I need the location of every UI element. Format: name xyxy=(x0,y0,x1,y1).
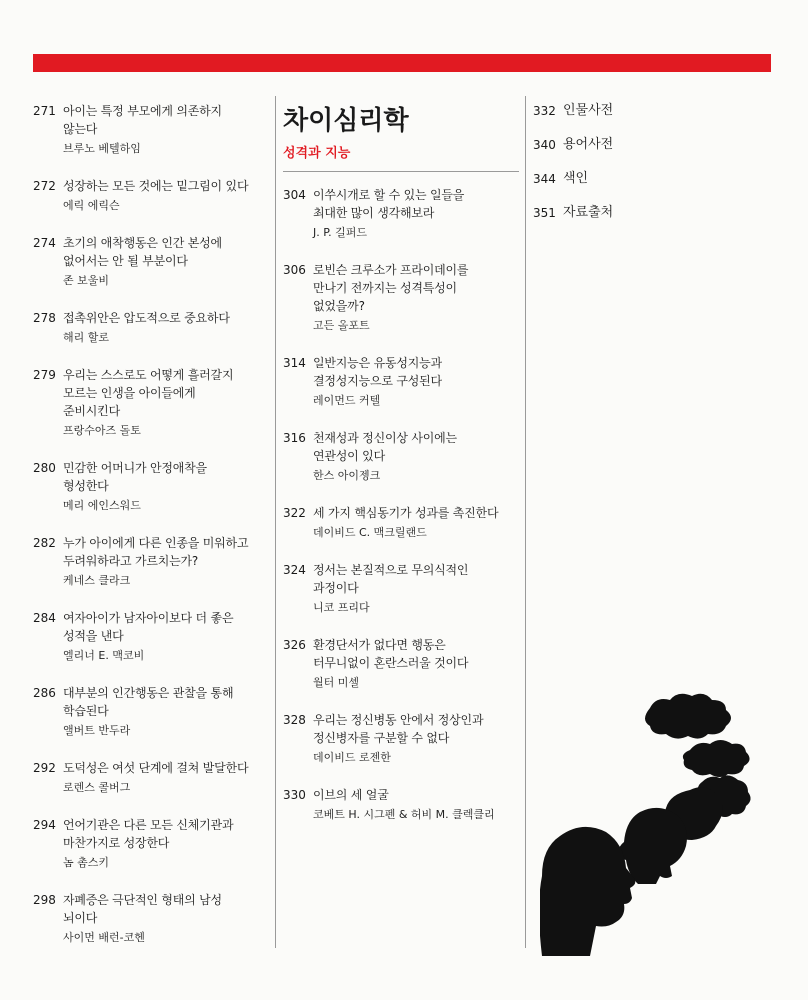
entry-title: 천재성과 정신이상 사이에는 연관성이 있다 xyxy=(313,431,457,463)
entry-title: 도덕성은 여섯 단계에 걸쳐 발달한다 xyxy=(63,761,249,775)
page-number: 292 xyxy=(33,761,56,775)
toc-entry[interactable] xyxy=(283,786,519,823)
entry-title: 우리는 스스로도 어떻게 흘러갈지 모르는 인생을 아이들에게 준비시킨다 xyxy=(63,368,234,418)
entry-author: J. P. 길퍼드 xyxy=(313,226,368,239)
reference-title: 인물사전 xyxy=(563,103,614,118)
entry-title: 여자아이가 남자아이보다 더 좋은 성적을 낸다 xyxy=(63,611,234,643)
page-number: 344 xyxy=(533,172,556,186)
toc-entry[interactable] xyxy=(283,504,519,541)
page-number: 279 xyxy=(33,368,56,382)
page-number: 332 xyxy=(533,104,556,118)
entry-author: 엘리너 E. 맥코비 xyxy=(63,649,145,662)
page-number: 340 xyxy=(533,138,556,152)
toc-entry[interactable] xyxy=(33,609,271,664)
page-number: 282 xyxy=(33,536,56,550)
entry-title: 이브의 세 얼굴 xyxy=(313,788,389,802)
entry-author: 케네스 클라크 xyxy=(63,574,131,587)
toc-entry[interactable] xyxy=(33,534,271,589)
reference-entry[interactable] xyxy=(533,102,683,120)
entry-title: 세 가지 핵심동기가 성과를 촉진한다 xyxy=(313,506,499,520)
toc-entry[interactable] xyxy=(283,186,519,241)
page-number: 328 xyxy=(283,713,306,727)
toc-entry[interactable] xyxy=(33,684,271,739)
entry-author: 해리 할로 xyxy=(63,331,110,344)
entry-title: 자폐증은 극단적인 형태의 남성 뇌이다 xyxy=(63,893,222,925)
reference-entry[interactable] xyxy=(533,170,683,188)
page-number: 351 xyxy=(533,206,556,220)
page-number: 286 xyxy=(33,686,56,700)
entry-title: 일반지능은 유동성지능과 결정성지능으로 구성된다 xyxy=(313,356,442,388)
entry-author: 놈 촘스키 xyxy=(63,856,110,869)
entry-title: 대부분의 인간행동은 관찰을 통해 학습된다 xyxy=(63,686,234,718)
reference-title: 색인 xyxy=(563,171,589,186)
entry-author: 프랑수아즈 돌토 xyxy=(63,424,141,437)
entry-title: 성장하는 모든 것에는 밑그림이 있다 xyxy=(63,179,249,193)
page-number: 326 xyxy=(283,638,306,652)
toc-entry[interactable] xyxy=(33,816,271,871)
column-divider xyxy=(525,96,526,948)
page-number: 294 xyxy=(33,818,56,832)
entry-title: 로빈슨 크루소가 프라이데이를 만나기 전까지는 성격특성이 없었을까? xyxy=(313,263,469,313)
toc-entry[interactable] xyxy=(283,561,519,616)
page-number: 316 xyxy=(283,431,306,445)
toc-column-2 xyxy=(283,102,519,843)
section-divider xyxy=(283,171,519,172)
entry-title: 환경단서가 없다면 행동은 터무니없이 혼란스러울 것이다 xyxy=(313,638,469,670)
toc-entry[interactable] xyxy=(33,177,271,214)
toc-entry[interactable] xyxy=(33,459,271,514)
page-number: 322 xyxy=(283,506,306,520)
entry-author: 코베트 H. 시그펜 & 허비 M. 클렉클리 xyxy=(313,808,495,821)
entry-author: 앨버트 반두라 xyxy=(63,724,131,737)
page-number: 314 xyxy=(283,356,306,370)
entry-author: 메리 에인스워드 xyxy=(63,499,141,512)
entry-title: 아이는 특정 부모에게 의존하지 않는다 xyxy=(63,104,222,136)
page-number: 324 xyxy=(283,563,306,577)
page-number: 330 xyxy=(283,788,306,802)
page-number: 272 xyxy=(33,179,56,193)
entry-author: 데이비드 로젠한 xyxy=(313,751,391,764)
entry-title: 접촉위안은 압도적으로 중요하다 xyxy=(63,311,230,325)
toc-column-3 xyxy=(533,102,683,238)
entry-author: 월터 미셸 xyxy=(313,676,360,689)
toc-entry[interactable] xyxy=(283,354,519,409)
toc-entry[interactable] xyxy=(33,891,271,946)
entry-title: 이쑤시개로 할 수 있는 일들을 최대한 많이 생각해보라 xyxy=(313,188,465,220)
entry-author: 에릭 에릭슨 xyxy=(63,199,120,212)
reference-entry[interactable] xyxy=(533,204,683,222)
reference-title: 용어사전 xyxy=(563,137,614,152)
entry-author: 레이먼드 커텔 xyxy=(313,394,381,407)
toc-entry[interactable] xyxy=(283,711,519,766)
entry-title: 언어기관은 다른 모든 신체기관과 마찬가지로 성장한다 xyxy=(63,818,234,850)
toc-entry[interactable] xyxy=(33,102,271,157)
page-number: 306 xyxy=(283,263,306,277)
toc-entry[interactable] xyxy=(283,261,519,334)
section-subtitle: 성격과 지능 xyxy=(283,146,351,161)
entry-author: 브루노 베텔하임 xyxy=(63,142,141,155)
column-divider xyxy=(275,96,276,948)
page-number: 304 xyxy=(283,188,306,202)
entry-author: 한스 아이젱크 xyxy=(313,469,381,482)
header-red-bar xyxy=(33,54,771,72)
reference-title: 자료출처 xyxy=(563,205,614,220)
page-number: 278 xyxy=(33,311,56,325)
entry-author: 니코 프리다 xyxy=(313,601,370,614)
toc-entry[interactable] xyxy=(33,366,271,439)
entry-title: 민감한 어머니가 안정애착을 형성한다 xyxy=(63,461,207,493)
page-number: 280 xyxy=(33,461,56,475)
reference-entry[interactable] xyxy=(533,136,683,154)
toc-entry[interactable] xyxy=(33,759,271,796)
page-number: 284 xyxy=(33,611,56,625)
silhouette-heads-illustration-icon xyxy=(540,690,790,960)
page-number: 298 xyxy=(33,893,56,907)
entry-author: 고든 올포트 xyxy=(313,319,370,332)
entry-title: 누가 아이에게 다른 인종을 미워하고 두려워하라고 가르치는가? xyxy=(63,536,249,568)
entry-title: 우리는 정신병동 안에서 정상인과 정신병자를 구분할 수 없다 xyxy=(313,713,484,745)
page-number: 271 xyxy=(33,104,56,118)
toc-entry[interactable] xyxy=(33,309,271,346)
entry-title: 초기의 애착행동은 인간 본성에 없어서는 안 될 부분이다 xyxy=(63,236,222,268)
entry-author: 데이비드 C. 맥크릴랜드 xyxy=(313,526,427,539)
toc-entry[interactable] xyxy=(283,429,519,484)
toc-column-1 xyxy=(33,102,271,966)
page-number: 274 xyxy=(33,236,56,250)
entry-author: 로렌스 콜버그 xyxy=(63,781,131,794)
entry-author: 존 보울비 xyxy=(63,274,110,287)
toc-entry[interactable] xyxy=(33,234,271,289)
section-title: 차이심리학 xyxy=(283,106,409,136)
toc-entry[interactable] xyxy=(283,636,519,691)
entry-author: 사이먼 배런-코헨 xyxy=(63,931,145,944)
entry-title: 정서는 본질적으로 무의식적인 과정이다 xyxy=(313,563,469,595)
